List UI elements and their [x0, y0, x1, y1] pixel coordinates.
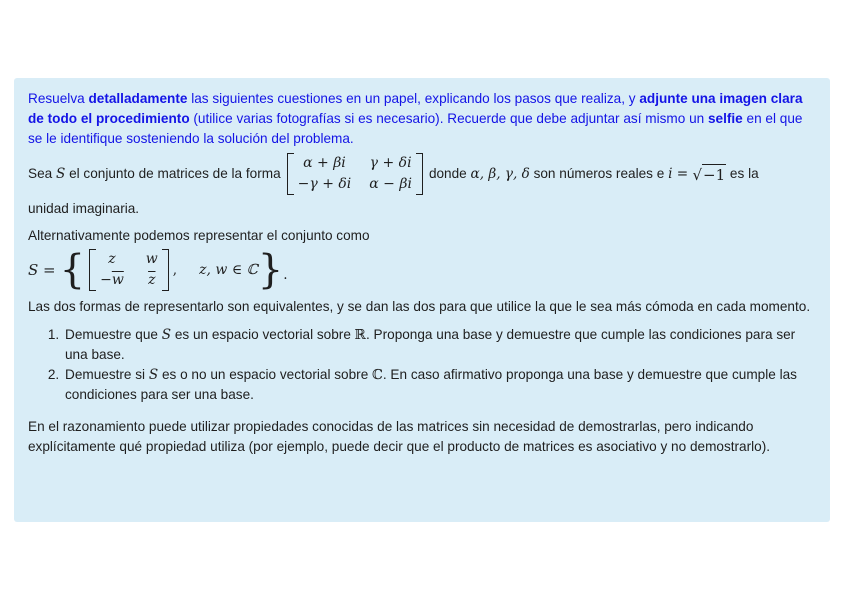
left-brace: { — [59, 247, 86, 293]
intro-text-2: las siguientes cuestiones en un papel, explicando los pasos que realiza, y — [187, 91, 640, 106]
closing-paragraph: En el razonamiento puede utilizar propiedades conocidas de las matrices sin necesidad de demostrarlas, pero indicando explícitamente qué propiedad utiliza (por ejemplo, puede decir que el producto de matrices es asociativo y no demostrarlo). — [28, 419, 771, 454]
alt-left-bracket — [89, 249, 96, 291]
def-text-2: el conjunto de matrices de la forma — [65, 166, 281, 181]
task2-text-2: es o no un espacio vectorial sobre — [158, 367, 373, 382]
task-item-2 — [63, 365, 814, 405]
matrix-cell-21: −γ + δi — [297, 176, 352, 192]
intro-bold-2: adjunte una imagen clara de todo el procedimiento — [28, 91, 803, 126]
definition-line — [28, 153, 814, 195]
def-text-3: donde — [428, 166, 471, 181]
set-symbol: S — [55, 166, 66, 182]
task2-text-3: . En caso afirmativo proponga una base y demuestre que cumple las condiciones para ser una base. — [65, 367, 797, 402]
def-line-2: unidad imaginaria. — [28, 201, 140, 216]
task2-set: S — [148, 367, 159, 383]
def-text-4: son números reales e — [529, 166, 669, 181]
alt-cell-w: w — [145, 251, 158, 267]
sqrt-minus-one — [692, 164, 726, 185]
task1-text-1: Demuestre que — [65, 327, 162, 342]
complex-symbol: ℂ — [372, 367, 383, 383]
instructions-paragraph — [28, 89, 814, 149]
alt-matrix — [89, 249, 169, 291]
alt-intro: Alternativamente podemos representar el conjunto como — [28, 228, 370, 243]
task2-text-1: Demuestre si — [65, 367, 149, 382]
def-text-1: Sea — [28, 166, 56, 181]
intro-bold-3: selfie — [707, 111, 743, 126]
intro-text-3: (utilice varias fotografías si es necesario). Recuerde que debe adjuntar así mismo un — [189, 111, 708, 126]
alt-lhs: S = — [28, 261, 56, 279]
alt-cell-z: z — [108, 251, 116, 267]
equivalence-paragraph: Las dos formas de representarlo son equivalentes, y se dan las dos para que utilice la que le sea más cómoda en cada momento. — [28, 299, 811, 314]
intro-text-4: en el que se le identifique sosteniendo la solución del problema. — [28, 111, 803, 146]
task-list — [28, 325, 814, 405]
task1-text-2: es un espacio vectorial sobre — [171, 327, 355, 342]
intro-text-1: Resuelva — [28, 91, 89, 106]
task1-set: S — [161, 327, 172, 343]
alt-period: . — [283, 267, 288, 283]
alt-condition: z, w ∈ ℂ — [199, 262, 258, 278]
sqrt-radicand: −1 — [703, 165, 726, 184]
task-item-1 — [63, 325, 814, 365]
matrix-cell-22: α − βi — [369, 176, 412, 192]
comma: , — [172, 262, 178, 278]
w-conjugate: $\overline{w}$ — [111, 272, 124, 288]
alt-set-formula — [28, 249, 814, 291]
z-conjugate: $\overline{z}$ — [148, 272, 156, 288]
reals-symbol: ℝ — [354, 327, 366, 343]
matrix-cell-11: α + βi — [303, 155, 346, 171]
left-bracket — [287, 153, 294, 195]
task1-text-3: . Proponga una base y demuestre que cumple las condiciones para ser una base. — [65, 327, 796, 362]
minus-sign: − — [100, 272, 112, 288]
right-brace: } — [257, 247, 284, 293]
real-vars: α, β, γ, δ — [470, 166, 530, 182]
problem-content — [28, 89, 814, 457]
matrix-form — [287, 153, 423, 195]
imag-unit-eq: i = — [668, 166, 693, 182]
right-bracket — [416, 153, 423, 195]
matrix-cell-12: γ + δi — [369, 155, 412, 171]
problem-panel — [14, 78, 830, 522]
def-text-5: es la — [726, 166, 759, 181]
alt-right-bracket — [162, 249, 169, 291]
alt-cell-neg-wbar — [100, 271, 124, 290]
sqrt-sign: √ — [692, 165, 703, 184]
intro-bold-1: detalladamente — [88, 91, 188, 106]
